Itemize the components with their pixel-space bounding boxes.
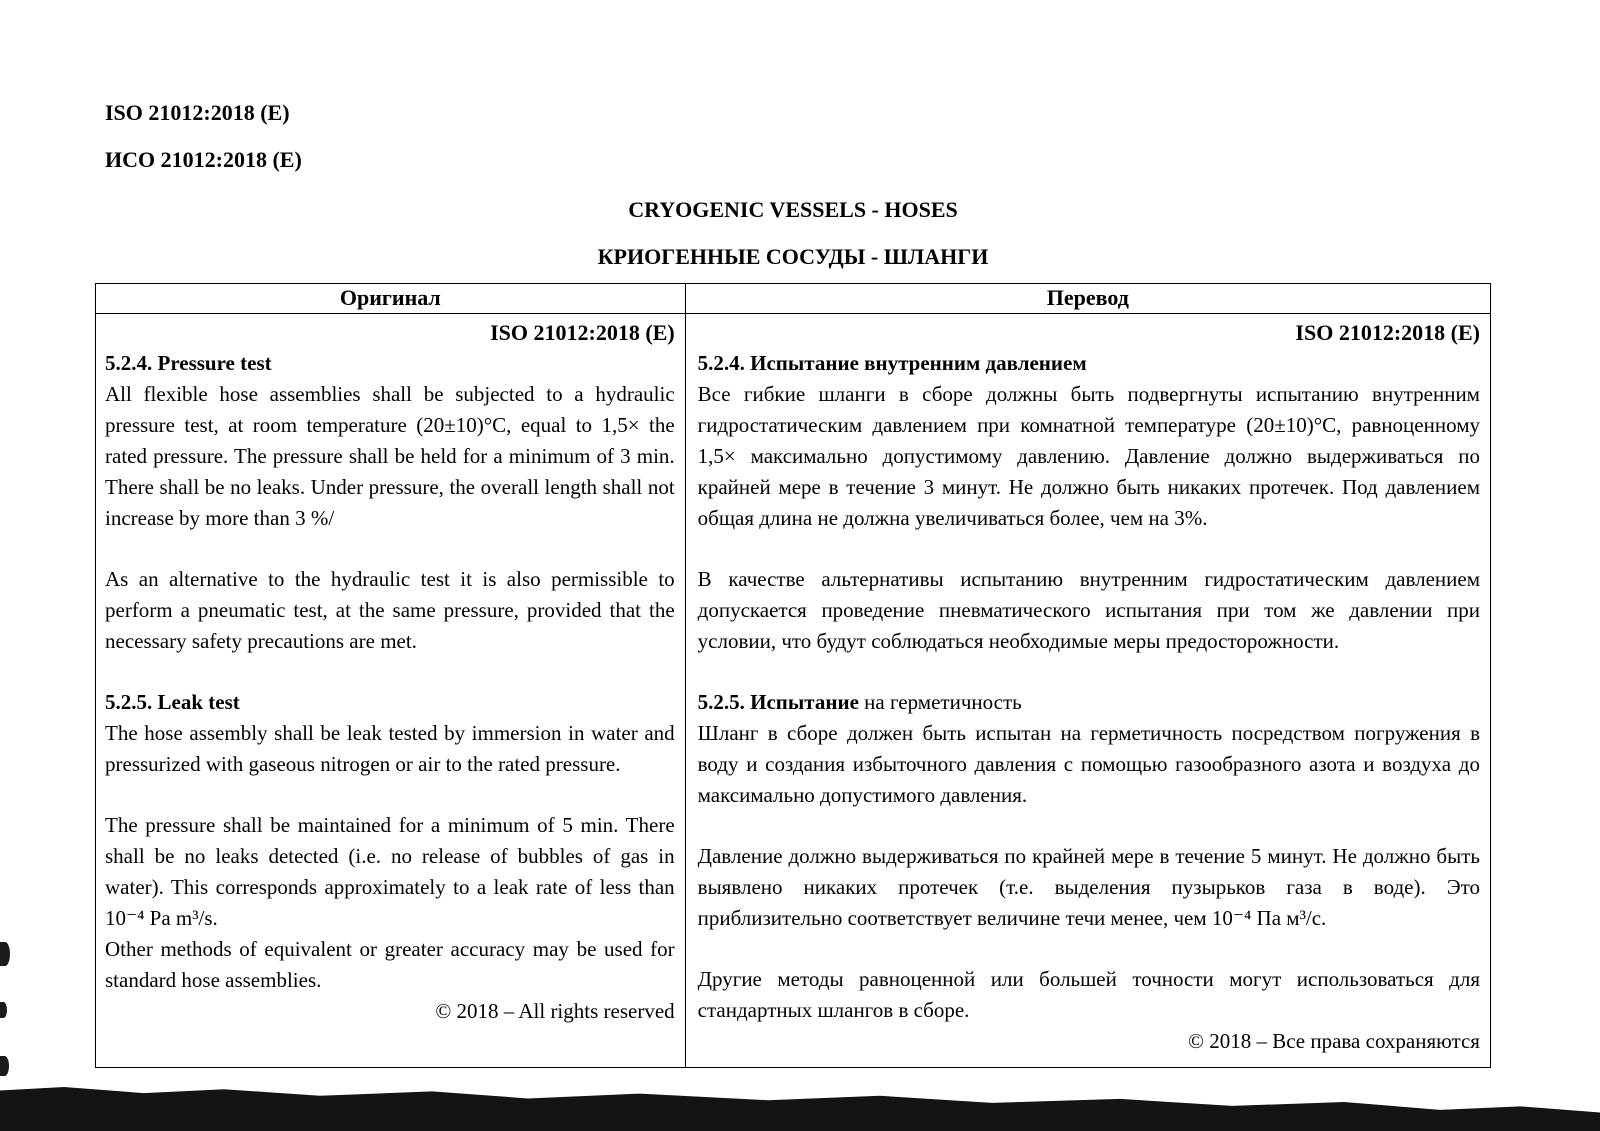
translation-525-paragraph-3: Другие методы равноценной или большей точности могут использоваться для стандартных шлангов в сборе. [697, 967, 1480, 1022]
doc-ref-ru: ИСО 21012:2018 (E) [105, 147, 302, 172]
translation-525-heading-bold: 5.2.5. Испытание [697, 690, 859, 714]
translation-doc-ref: ISO 21012:2018 (E) [1295, 320, 1480, 345]
translation-525-heading [698, 687, 1480, 718]
scan-edge-artifact-left-1 [0, 942, 10, 966]
column-header-original: Оригинал [96, 284, 686, 313]
original-525-paragraph-2: The pressure shall be maintained for a minimum of 5 min. There shall be no leaks detected (i.e. no release of bubbles of gas in water). This corresponds approximately to a leak rate of less than 10⁻⁴ Pa m³/s. [105, 813, 675, 930]
doc-reference-block [105, 100, 1600, 173]
doc-title-ru: КРИОГЕННЫЕ СОСУДЫ - ШЛАНГИ [597, 244, 989, 269]
original-doc-ref: ISO 21012:2018 (E) [490, 320, 675, 345]
doc-title-en: CRYOGENIC VESSELS - HOSES [628, 197, 958, 222]
translation-525-heading-rest: на герметичность [858, 690, 1022, 714]
translation-524-paragraph-2: В качестве альтернативы испытанию внутренним гидростатическим давлением допускается проведение пневматического испытания при том же давлении при условии, что будут соблюдаться необходимые меры предосторожности. [697, 567, 1480, 653]
original-524-paragraph-1: All flexible hose assemblies shall be subjected to a hydraulic pressure test, at room temperature (20±10)°C, equal to 1,5× the rated pressure. The pressure shall be held for a minimum of 3 min. There shall be no leaks. Under pressure, the overall length shall not increase by more than 3 %/ [105, 382, 675, 530]
translation-525-paragraph-1: Шланг в сборе должен быть испытан на герметичность посредством погружения в воду и создания избыточного давления с помощью газообразного азота и воздуха до максимально допустимого давления. [697, 721, 1480, 807]
original-column [96, 314, 686, 1067]
translation-column [686, 314, 1490, 1067]
translation-table [95, 283, 1491, 1068]
translation-copyright: © 2018 – Все права сохраняются [1188, 1029, 1480, 1053]
translation-524-paragraph-1: Все гибкие шланги в сборе должны быть подвергнуты испытанию внутренним гидростатическим давлением при комнатной температуре (20±10)°С, равноценному 1,5× максимально допустимому давлению. Давление должно выдерживаться по крайней мере в течение 3 минут. Не должно быть никаких протечек. Под давлением общая длина не должна увеличиваться более, чем на 3%. [697, 382, 1480, 530]
original-524-paragraph-2: As an alternative to the hydraulic test it is also permissible to perform a pneumatic test, at the same pressure, provided that the necessary safety precautions are met. [105, 567, 675, 653]
original-copyright: © 2018 – All rights reserved [435, 999, 675, 1023]
scan-edge-artifact-left-3 [0, 1056, 9, 1076]
original-524-heading: 5.2.4. Pressure test [105, 351, 272, 375]
table-body-row [96, 314, 1490, 1067]
translation-524-heading: 5.2.4. Испытание внутренним давлением [697, 351, 1087, 375]
table-header-row [96, 284, 1490, 314]
column-header-translation: Перевод [1046, 285, 1129, 310]
original-525-paragraph-1: The hose assembly shall be leak tested by immersion in water and pressurized with gaseous nitrogen or air to the rated pressure. [105, 721, 675, 776]
original-525-paragraph-3: Other methods of equivalent or greater accuracy may be used for standard hose assemblies. [105, 937, 675, 992]
scan-edge-artifact-left-2 [0, 1002, 7, 1018]
doc-ref-en: ISO 21012:2018 (E) [105, 100, 290, 125]
scan-edge-artifact-bottom [0, 1087, 1600, 1131]
original-525-heading: 5.2.5. Leak test [105, 690, 240, 714]
doc-title-block [95, 197, 1491, 270]
translation-525-paragraph-2: Давление должно выдерживаться по крайней мере в течение 5 минут. Не должно быть выявлено никаких протечек (т.е. выделения пузырьков газа в воде). Это приблизительно соответствует величине течи менее, чем 10⁻⁴ Па м³/с. [697, 844, 1480, 930]
